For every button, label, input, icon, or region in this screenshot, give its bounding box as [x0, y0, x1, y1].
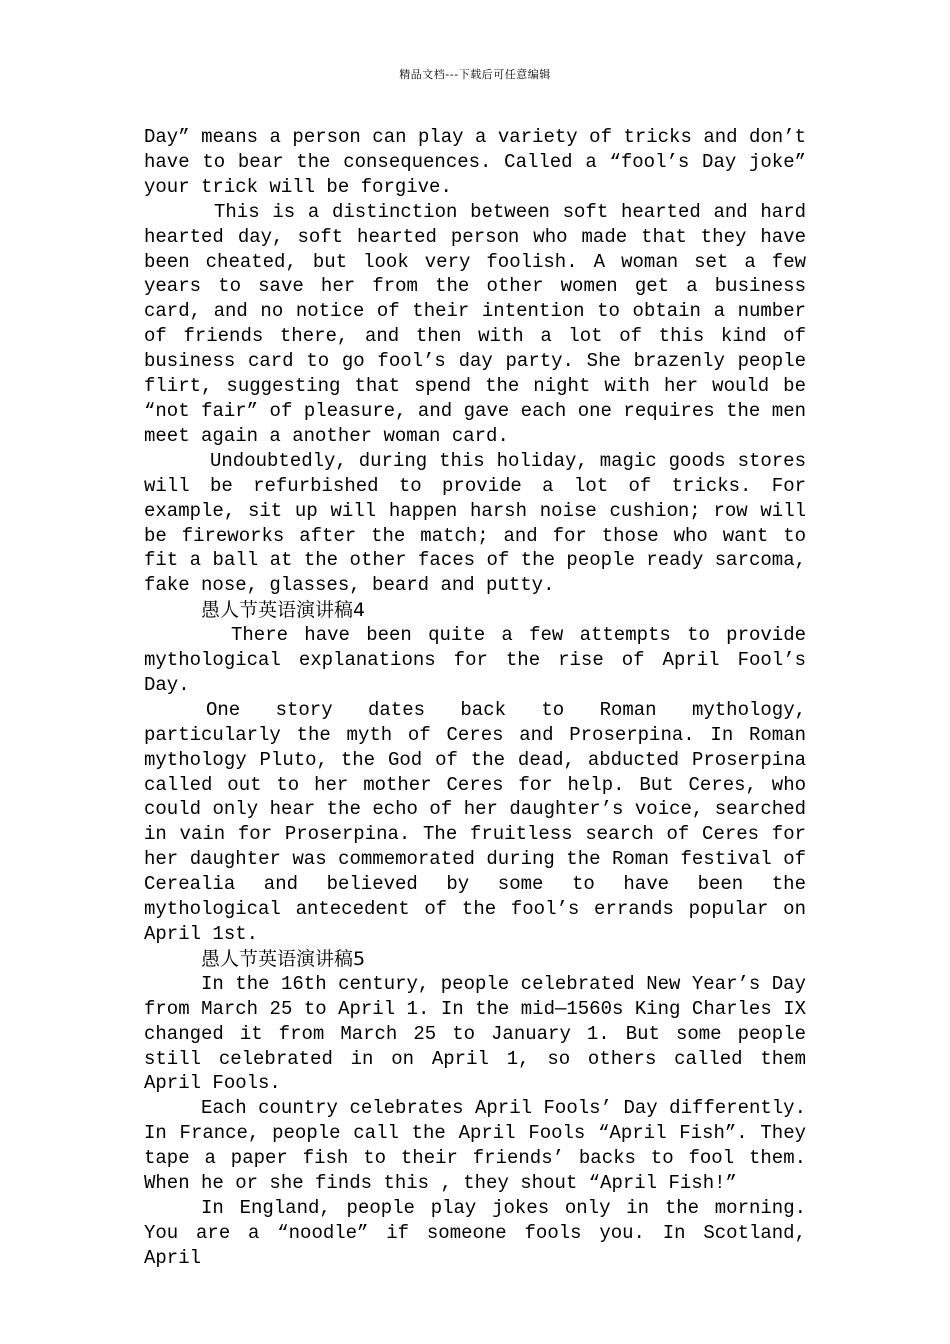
section-heading-4: 愚人节英语演讲稿4 — [201, 599, 366, 622]
document-body — [144, 125, 806, 1271]
paragraph-roman-mythology: One story dates back to Roman mythology, particularly the myth of Ceres and Proserpina. In Roman mythology Pluto, the God of the dead, abducted Proserpina called out to her mother Ceres for help. But Ceres, who could only hear the echo of her daughter’s voice, searched in vain for Proserpina. The fruitless search of Ceres for her daughter was commemorated during the Roman festival of Cerealia and believed by some to have been the mythological antecedent of the fool’s errands popular on April 1st. — [144, 698, 806, 945]
paragraph-soft-hearted: This is a distinction between soft hearted and hard hearted day, soft hearted person who made that they have been cheated, but look very foolish. A woman set a few years to save her from the other women get a business card, and no notice of their intention to obtain a number of friends there, and then with a lot of this kind of business card to go fool’s day party. She brazenly people flirt, suggesting that spend the night with her would be “not fair” of pleasure, and gave each one requires the men meet again a another woman card. — [144, 200, 806, 447]
paragraph-magic-goods: Undoubtedly, during this holiday, magic goods stores will be refurbished to provide a lot of tricks. For example, sit up will happen harsh noise cushion; row will be fireworks after the match; and for those who want to fit a ball at the other faces of the people ready sarcoma, fake nose, glasses, beard and putty. — [144, 449, 806, 597]
paragraph-mythological-explanations: There have been quite a few attempts to provide mythological explanations for the rise of April Fool’s Day. — [144, 624, 806, 696]
page-header: 精品文档---下载后可任意编辑 — [399, 68, 551, 81]
paragraph-16th-century: In the 16th century, people celebrated New Year’s Day from March 25 to April 1. In the mid—1560s King Charles IX changed it from March 25 to January 1. But some people still celebrated in on April 1, so others called them April Fools. — [144, 972, 806, 1095]
paragraph-day-meaning: Day” means a person can play a variety of tricks and don’t have to bear the consequences. Called a “fool’s Day joke” your trick will be forgive. — [144, 126, 806, 198]
paragraph-england: In England, people play jokes only in the morning. You are a “noodle” if someone fools you. In Scotland, April — [144, 1196, 806, 1269]
section-heading-5: 愚人节英语演讲稿5 — [201, 947, 366, 970]
paragraph-country-differences: Each country celebrates April Fools’ Day differently. In France, people call the April Fools “April Fish”. They tape a paper fish to their friends’ backs to fool them. When he or she finds this , they shout “April Fish!” — [144, 1097, 806, 1195]
